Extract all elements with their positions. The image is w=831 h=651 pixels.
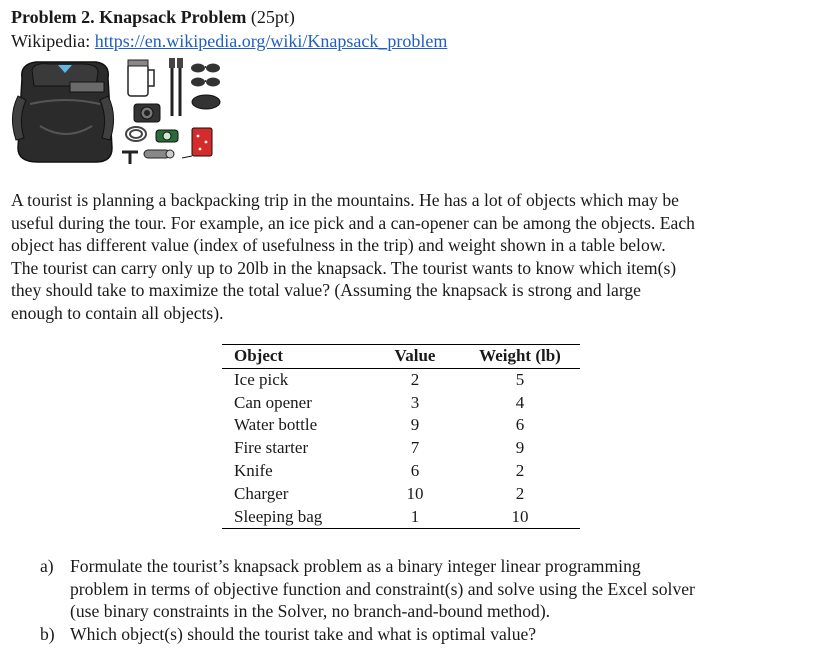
table-header-row bbox=[222, 345, 580, 369]
table-row bbox=[222, 506, 580, 529]
description-line: useful during the tour. For example, an ice pick and a can-opener can be among the objects. Each bbox=[11, 212, 695, 233]
table-row bbox=[222, 483, 580, 506]
header-object: Object bbox=[234, 346, 284, 365]
weight-cell: 6 bbox=[515, 415, 525, 435]
frying-pan-icon bbox=[192, 95, 220, 109]
object-cell: Knife bbox=[234, 460, 273, 480]
question-a-marker: a) bbox=[40, 556, 54, 576]
question-a-line: (use binary constraints in the Solver, no branch-and-bound method). bbox=[70, 601, 551, 622]
object-cell: Water bottle bbox=[234, 415, 318, 435]
rope-icon bbox=[126, 127, 146, 141]
value-cell: 1 bbox=[410, 506, 420, 526]
table-row bbox=[222, 368, 580, 391]
problem-description bbox=[11, 189, 811, 325]
description-line: A tourist is planning a backpacking trip in the mountains. He has a lot of objects which may be bbox=[11, 190, 679, 210]
problem-title bbox=[11, 6, 295, 28]
description-line: they should take to maximize the total value? (Assuming the knapsack is strong and large bbox=[11, 280, 641, 301]
question-b-marker: b) bbox=[40, 623, 55, 644]
table-row bbox=[222, 392, 580, 415]
description-line: enough to contain all objects). bbox=[11, 302, 224, 323]
question-a bbox=[11, 555, 695, 623]
header-value: Value bbox=[394, 346, 436, 365]
question-list bbox=[11, 555, 695, 645]
weight-cell: 2 bbox=[515, 460, 525, 480]
header-weight: Weight (lb) bbox=[479, 346, 561, 365]
thermos-icon bbox=[128, 60, 154, 96]
flashlight-icon bbox=[144, 150, 174, 158]
description-line: object has different value (index of usefulness in the trip) and weight shown in a table below. bbox=[11, 235, 666, 256]
question-b bbox=[11, 623, 695, 646]
backpack-icon bbox=[12, 62, 113, 162]
object-cell: Ice pick bbox=[234, 369, 289, 389]
title-points: (25pt) bbox=[250, 7, 295, 27]
hiking-gear-illustration bbox=[10, 56, 240, 168]
first-aid-kit-icon bbox=[182, 128, 212, 158]
object-cell: Can opener bbox=[234, 392, 312, 412]
weight-cell: 5 bbox=[515, 369, 525, 389]
value-cell: 7 bbox=[410, 438, 420, 458]
compass-icon bbox=[156, 130, 178, 142]
table-row bbox=[222, 414, 580, 437]
table-row bbox=[222, 437, 580, 460]
wiki-link[interactable]: https://en.wikipedia.org/wiki/Knapsack_problem bbox=[94, 31, 448, 51]
weight-cell: 9 bbox=[515, 438, 525, 458]
value-cell: 10 bbox=[406, 483, 424, 503]
weight-cell: 2 bbox=[515, 483, 525, 503]
title-bold: Problem 2. Knapsack Problem bbox=[11, 7, 247, 27]
value-cell: 3 bbox=[410, 392, 420, 412]
weight-cell: 4 bbox=[515, 392, 525, 412]
object-cell: Charger bbox=[234, 483, 289, 503]
table-row bbox=[222, 460, 580, 483]
weight-cell: 10 bbox=[511, 506, 529, 526]
trekking-poles-icon bbox=[169, 58, 183, 116]
value-cell: 2 bbox=[410, 369, 420, 389]
description-line: The tourist can carry only up to 20lb in the knapsack. The tourist wants to know which item(s) bbox=[11, 257, 677, 278]
items-table bbox=[222, 344, 580, 529]
sunglasses-icon bbox=[191, 64, 220, 87]
object-cell: Fire starter bbox=[234, 438, 309, 458]
question-a-line: Formulate the tourist’s knapsack problem as a binary integer linear programming bbox=[70, 556, 641, 576]
value-cell: 9 bbox=[410, 415, 420, 435]
question-b-line: Which object(s) should the tourist take and what is optimal value? bbox=[70, 623, 537, 644]
multitool-icon bbox=[122, 152, 138, 164]
value-cell: 6 bbox=[410, 460, 420, 480]
wiki-label: Wikipedia: bbox=[11, 31, 91, 51]
wiki-line bbox=[11, 30, 447, 52]
object-cell: Sleeping bag bbox=[234, 506, 323, 526]
camera-icon bbox=[134, 104, 160, 122]
question-a-line: problem in terms of objective function and constraint(s) and solve using the Excel solver bbox=[70, 578, 695, 599]
